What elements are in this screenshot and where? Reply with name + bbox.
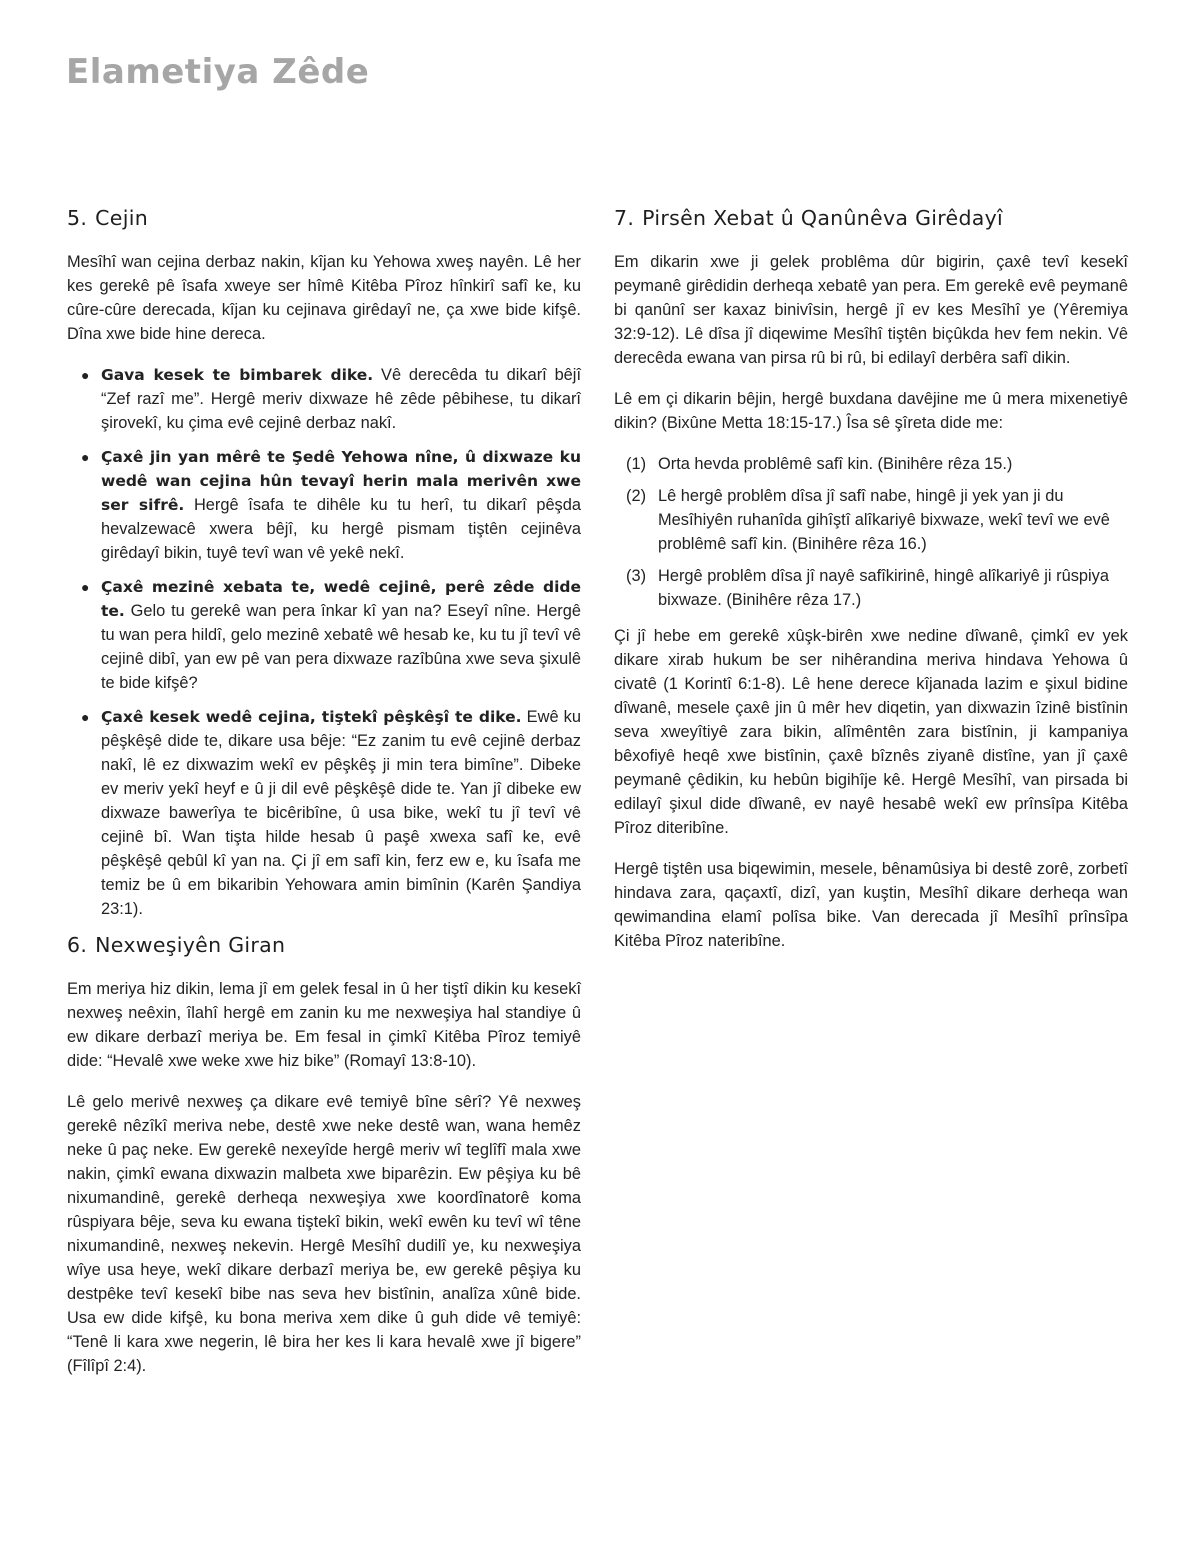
section-7-paragraph: Lê em çi dikarin bêjin, hergê buxdana davêjine me û mera mixenetiyê dikin? (Bixûne Metta 18:15-17.) Îsa sê şîreta dide me: — [614, 390, 1128, 432]
page-title: Elametiya Zêde — [66, 52, 370, 92]
bullet-bold-lead: Gava kesek te bimbarek dike. — [101, 366, 374, 384]
step-item — [626, 452, 1128, 476]
step-item — [626, 564, 1128, 612]
step-text: Hergê problêm dîsa jî nayê safîkirinê, hingê alîkariyê ji rûspiya bixwaze. (Binihêre rêza 17.) — [658, 567, 1109, 609]
section-6-number: 6. — [67, 933, 88, 957]
bullet-text: Vê derecêda tu dikarî bêjî “Zef razî me”. Hergê meriv dixwaze hê zêde pêbihese, tu dikarî şirovekî, ku çima evê cejinê derbaz nakî. — [101, 366, 581, 432]
bullet-bold-lead: Çaxê mezinê xebata te, wedê cejinê, perê zêde dide te. — [101, 578, 581, 620]
step-number: (3) — [626, 567, 647, 585]
bullet-dot-icon: ● — [81, 367, 90, 383]
section-7-number: 7. — [614, 206, 635, 230]
section-5-intro: Mesîhî wan cejina derbaz nakin, kîjan ku Yehowa xweş nayên. Lê her kes gerekê pê îsafa xweye ser hîmê Kitêba Pîroz hînkirî safî ke, ku cûre-cûre derecada, kîjan ku cejinava girêdayî ne, ça xwe bide kifşê. Dîna xwe bide hine dereca. — [67, 253, 581, 343]
left-column — [67, 204, 581, 1395]
section-7-paragraph: Çi jî hebe em gerekê xûşk-birên xwe nedine dîwanê, çimkî ev yek dikare xirab hukum be ser nihêrandina meriva hindava Yehowa û civatê (1 Korintî 6:1-8). Lê hene derece kîjanada lazim e şixul bidine dîwanê, mesele çaxê jin û mêr hev diqetin, yan dixwazin îzinê bistînin seva xweyîtiyê zara bikin, alîmêntên zara bistînin, ji kampaniya bêxofiyê heqê xwe bistînin, çaxê bîznês ziyanê distîne, yan jî çaxê peymanê çêdikin, ku hebûn bigihîje kê. Hergê Mesîhî, van pirsada bi edilayî şixul dide dîwanê, ev nayê hesabê wekî ew prînsîpa Kitêba Pîroz diteribîne. — [614, 627, 1128, 837]
right-column — [614, 204, 1128, 970]
section-7-paragraph: Em dikarin xwe ji gelek problêma dûr bigirin, çaxê tevî kesekî peymanê girêdidin derheqa xebatê yan pera. Em gerekê evê peymanê bi qanûnî ser kaxaz binivîsin, hergê jî ev kes Mesîhî ye (Yêremiya 32:9-12). Lê dîsa jî diqewime Mesîhî tiştên biçûkda hev fem nekin. Vê derecêda ewana van pirsa rû bi rû, bi edilayî derbêra safî dikin. — [614, 253, 1128, 367]
bullet-dot-icon: ● — [81, 709, 90, 725]
step-text: Orta hevda problêmê safî kin. (Binihêre rêza 15.) — [658, 455, 1013, 473]
section-7-steps-list — [614, 452, 1128, 612]
step-text: Lê hergê problêm dîsa jî safî nabe, hingê ji yek yan ji du Mesîhiyên ruhanîda gihîştî alîkariyê bixwaze, wekî tevî we evê problêmê safî kin. (Binihêre rêza 16.) — [658, 487, 1110, 553]
section-7-title: Pirsên Xebat û Qanûnêva Girêdayî — [642, 206, 1004, 230]
bullet-text: Hergê îsafa te dihêle ku tu herî, tu dikarî pêşda hevalzewacê xwera bêjî, ku hergê pismam tiştên cejinêva girêdayî bikin, tuyê tevî wan vê yekê nekî. — [101, 496, 581, 562]
section-5-number: 5. — [67, 206, 88, 230]
step-item — [626, 484, 1128, 556]
bullet-item — [81, 705, 581, 921]
section-5-bullet-list — [67, 363, 581, 921]
bullet-bold-lead: Çaxê kesek wedê cejina, tiştekî pêşkêşî te dike. — [101, 708, 522, 726]
section-5-title: Cejin — [95, 206, 148, 230]
bullet-item — [81, 363, 581, 435]
bullet-text: Ewê ku pêşkêşê dide te, dikare usa bêje: “Ez zanim tu evê cejinê derbaz nakî, lê ez dixwazim wekî ev pêşkêş ji min tera bimîne”. Dibeke ev meriv yekî heyf e û ji dil evê pêşkêşê dide te. Yan jî dibeke ew dixwaze bawerîya te bicêribîne, û usa bike, wekî tu jî tevî vê cejinê bî. Wan tişta hilde hesab û paşê xwexa safî ke, evê pêşkêşê qebûl kî yan na. Çi jî em safî kin, ferz ew e, ku îsafa me temiz be û em bikaribin Yehowara amin bimînin (Karên Şandiya 23:1). — [101, 708, 581, 918]
section-6-paragraph: Em meriya hiz dikin, lema jî em gelek fesal in û her tiştî dikin ku kesekî nexweş neêxin, îlahî hergê em zanin ku me nexweşiya hal standiye û ew dikare derbazî meriya be. Em fesal in çimkî Kitêba Pîroz temiyê dide: “Hevalê xwe weke xwe hiz bike” (Romayî 13:8-10). — [67, 980, 581, 1070]
bullet-dot-icon: ● — [81, 579, 90, 595]
step-number: (2) — [626, 487, 647, 505]
section-6-title: Nexweşiyên Giran — [95, 933, 286, 957]
section-7-heading — [614, 204, 1128, 232]
section-6-paragraph: Lê gelo merivê nexweş ça dikare evê temiyê bîne sêrî? Yê nexweş gerekê nêzîkî meriva nebe, destê xwe neke destê wan, wana hemêz neke û paç neke. Ew gerekê nexeyîde hergê meriv wî teglîfî mala xwe nakin, çimkî ewana dixwazin malbeta xwe biparêzin. Ew pêşiya ku bê nixumandinê, gerekê derheqa nexweşiya xwe koordînatorê koma rûspiyara bêje, seva ku ewana tiştekî bikin, wekî ewên ku tevî wî têne nixumandinê, nexweş nekevin. Hergê Mesîhî dudilî ye, ku nexweşiya wîye usa heye, wekî dikare derbazî meriya be, ew gerekê pêşiya ku destpêke tevî kesekî bibe nas seva hev bistînin, analîza xûnê bide. Usa ew dide kifşê, ku bona meriva xem dike û guh dide vê temiyê: “Tenê li kara xwe negerin, lê bira her kes li kara hevalê xwe jî bigere” (Fîlîpî 2:4). — [67, 1093, 581, 1375]
bullet-dot-icon: ● — [81, 449, 90, 465]
section-7-paragraph: Hergê tiştên usa biqewimin, mesele, bênamûsiya bi destê zorê, zorbetî hindava zara, qaçaxtî, dizî, yan kuştin, Mesîhî dikare derheqa wan qewimandina elamî polîsa bike. Van derecada jî Mesîhî prînsîpa Kitêba Pîroz nateribîne. — [614, 860, 1128, 950]
bullet-item — [81, 445, 581, 565]
bullet-text: Gelo tu gerekê wan pera înkar kî yan na? Eseyî nîne. Hergê tu wan pera hildî, gelo mezinê xebatê wê hesab ke, ku tu jî tevî vê cejinê dibî, yan ew pê van pera dixwaze razîbûna xwe seva şixulê te bide kifşê? — [101, 602, 581, 692]
step-number: (1) — [626, 455, 647, 473]
section-5-heading — [67, 204, 581, 232]
section-6-heading — [67, 931, 581, 959]
bullet-bold-lead: Çaxê jin yan mêrê te Şedê Yehowa nîne, û dixwaze ku wedê wan cejina hûn tevayî herin mala merivên xwe ser sifrê. — [101, 448, 581, 514]
bullet-item — [81, 575, 581, 695]
